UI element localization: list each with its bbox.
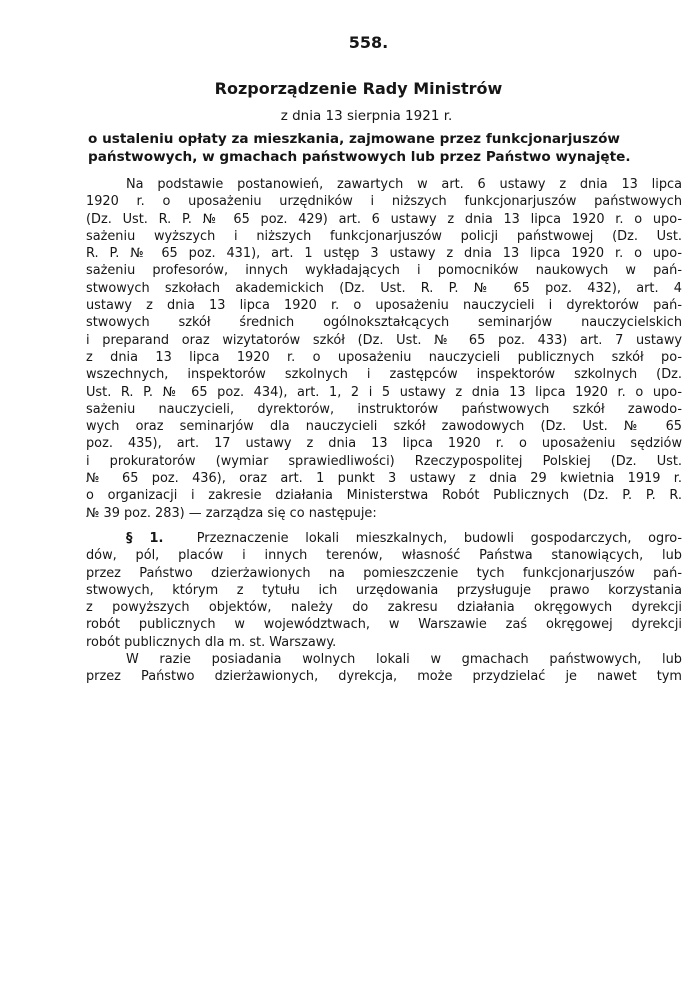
section-line: z powyższych objektów, należy do zakresu działania okręgowych dyrekcji xyxy=(86,600,682,616)
preamble-line: sażeniu profesorów, innych wykładających i pomocników naukowych w pań- xyxy=(86,263,682,279)
preamble-line: Na podstawie postanowień, zawartych w art. 6 ustawy z dnia 13 lipca xyxy=(126,177,682,192)
section-line: Przeznaczenie lokali mieszkalnych, budowli gospodarczych, ogro- xyxy=(196,530,682,546)
document-date: z dnia 13 sierpnia 1921 r. xyxy=(280,108,453,124)
preamble-line: № 65 poz. 436), oraz art. 1 punkt 3 ustawy z dnia 29 kwietnia 1919 r. xyxy=(86,471,682,487)
preamble-line: z dnia 13 lipca 1920 r. o uposażeniu nauczycieli publicznych szkół po- xyxy=(86,349,682,365)
paragraph-2 xyxy=(86,651,682,686)
section-marker: § 1. xyxy=(126,530,164,546)
preamble-line: stwowych szkołach akademickich (Dz. Ust. R. P. № 65 poz. 432), art. 4 xyxy=(86,280,682,296)
preamble-line: Ust. R. P. № 65 poz. 434), art. 1, 2 i 5 ustawy z dnia 13 lipca 1920 r. o upo- xyxy=(86,384,682,400)
section-line: przez Państwo dzierżawionych na pomieszczenie tych funkcjonarjuszów pań- xyxy=(86,565,682,581)
preamble-line: i prokuratorów (wymiar sprawiedliwości) Rzeczypospolitej Polskiej (Dz. Ust. xyxy=(86,453,682,469)
section-line: robót publicznych w województwach, w Warszawie zaś okręgowej dyrekcji xyxy=(86,617,682,633)
preamble-paragraph xyxy=(86,176,682,522)
page-number: 558. xyxy=(348,33,389,52)
subject-line: państwowych, w gmachach państwowych lub przez Państwo wynajęte. xyxy=(88,149,631,165)
subject-line: o ustaleniu opłaty za mieszkania, zajmowane przez funkcjonarjuszów xyxy=(88,131,620,147)
paragraph-line: przez Państwo dzierżawionych, dyrekcja, może przydzielać je nawet tym xyxy=(86,669,682,685)
preamble-line: stwowych szkół średnich ogólnokształcących seminarjów nauczycielskich xyxy=(86,315,682,331)
paragraph-line: W razie posiadania wolnych lokali w gmachach państwowych, lub xyxy=(126,652,682,668)
section-line: stwowych, którym z tytułu ich urzędowania przysługuje prawo korzystania xyxy=(86,582,682,598)
preamble-line: wych oraz seminarjów dla nauczycieli szkół zawodowych (Dz. Ust. № 65 xyxy=(86,419,682,435)
preamble-line: wszechnych, inspektorów szkolnych i zastępców inspektorów szkolnych (Dz. xyxy=(86,367,682,383)
document-subject xyxy=(88,130,683,166)
section-line: dów, pól, placów i innych terenów, własność Państwa stanowiących, lub xyxy=(86,548,682,564)
preamble-line: R. P. № 65 poz. 431), art. 1 ustęp 3 ustawy z dnia 13 lipca 1920 r. o upo- xyxy=(86,246,682,262)
preamble-line: № 39 poz. 283) — zarządza się co następuje: xyxy=(86,505,377,521)
preamble-line: o organizacji i zakresie działania Ministerstwa Robót Publicznych (Dz. P. P. R. xyxy=(86,488,682,504)
document-body xyxy=(86,176,682,686)
preamble-line: poz. 435), art. 17 ustawy z dnia 13 lipca 1920 r. o uposażeniu sędziów xyxy=(86,436,682,452)
preamble-line: 1920 r. o uposażeniu urzędników i niższych funkcjonarjuszów państwowych xyxy=(86,194,682,210)
document-title: Rozporządzenie Rady Ministrów xyxy=(214,79,503,98)
section-1-first-line xyxy=(86,530,682,547)
preamble-line: sażeniu nauczycieli, dyrektorów, instruktorów państwowych szkół zawodo- xyxy=(86,401,682,417)
section-line: robót publicznych dla m. st. Warszawy. xyxy=(86,634,337,650)
preamble-line: (Dz. Ust. R. P. № 65 poz. 429) art. 6 ustawy z dnia 13 lipca 1920 r. o upo- xyxy=(86,211,682,227)
preamble-line: sażeniu wyższych i niższych funkcjonarjuszów policji państwowej (Dz. Ust. xyxy=(86,228,682,244)
section-1 xyxy=(86,530,682,651)
preamble-line: ustawy z dnia 13 lipca 1920 r. o uposażeniu nauczycieli i dyrektorów pań- xyxy=(86,298,682,314)
preamble-line: i preparand oraz wizytatorów szkół (Dz. Ust. № 65 poz. 433) art. 7 ustawy xyxy=(86,332,682,348)
